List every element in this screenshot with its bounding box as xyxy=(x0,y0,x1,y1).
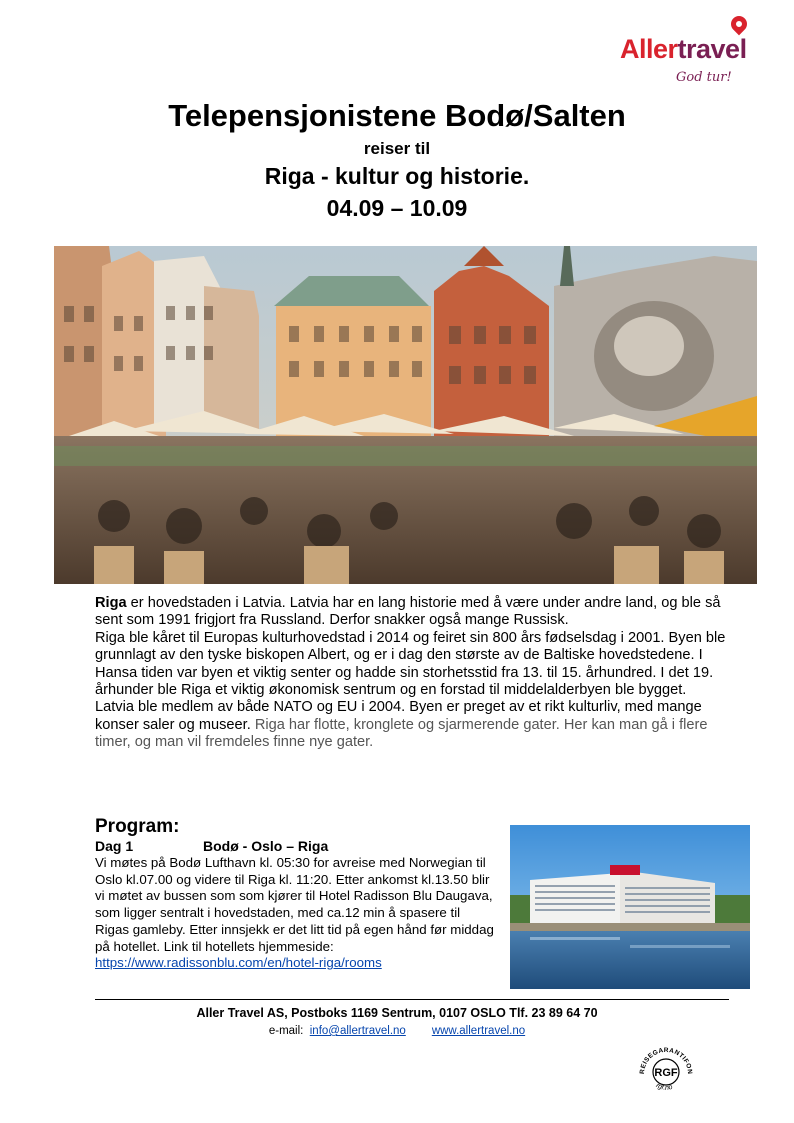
rgf-url-text: rgf.no xyxy=(654,1082,674,1092)
rgf-center-text: RGF xyxy=(654,1067,678,1079)
intro-p3-text: Latvia ble medlem av både NATO og EU i 2004. Byen er preget av et rikt kulturliv, med mange konser saler og museer. xyxy=(95,699,702,733)
logo-wordmark xyxy=(620,34,747,65)
destination-heading: Riga - kultur og historie. xyxy=(264,163,530,189)
footer-divider xyxy=(95,999,729,1000)
footer-contact xyxy=(0,1025,794,1037)
intro-paragraph-3 xyxy=(95,699,745,751)
footer-address: Aller Travel AS, Postboks 1169 Sentrum, 0107 OSLO Tlf. 23 89 64 70 xyxy=(196,1006,598,1020)
program-title: Program: xyxy=(95,816,180,837)
day-1-description xyxy=(95,855,495,972)
rgf-badge xyxy=(636,1042,696,1102)
day-1-header xyxy=(95,838,328,854)
allertravel-logo xyxy=(618,14,783,92)
intro-p3-grey: Riga har flotte, kronglete og sjarmerende gater. Her kan man gå i flere timer, og man vil fremdeles finne nye gater. xyxy=(95,716,708,751)
day-label: Dag 1 xyxy=(95,838,134,854)
logo-tagline: God tur! xyxy=(676,70,732,85)
email-label: e-mail: xyxy=(268,1025,310,1037)
location-pin-icon xyxy=(728,13,751,36)
page-title: Telepensjonistene Bodø/Salten xyxy=(168,98,626,133)
hotel-link[interactable]: https://www.radissonblu.com/en/hotel-riga/rooms xyxy=(95,955,382,971)
hotel-photo xyxy=(510,825,750,989)
page-subtitle: reiser til xyxy=(363,139,431,158)
intro-paragraph-2: Riga ble kåret til Europas kulturhovedstad i 2014 og feiret sin 800 års fødselsdag i 2001. Byen ble grunnlagt av den tyske biskopen Albert, og er i dag den største av de Baltiske hovedstedene. I Hansa tiden var byen et viktig senter og hadde sin storhetsstid fra 13. til 15. århundred. I det 19. århunder ble Riga et viktig økonomisk sentrum og en forstad til middelalderbyen ble bygget. xyxy=(95,629,726,699)
rgf-ring-text: REISEGARANTIFON xyxy=(638,1046,694,1075)
travel-dates: 04.09 – 10.09 xyxy=(326,195,468,221)
email-link[interactable]: info@allertravel.no xyxy=(309,1025,406,1037)
intro-paragraph-1 xyxy=(95,595,745,630)
website-link[interactable]: www.allertravel.no xyxy=(431,1025,526,1037)
intro-p1-text: er hovedstaden i Latvia. Latvia har en lang historie med å være under andre land, og ble så sent som 1991 frigjort fra Russland. Derfor snakker også mange Russisk. xyxy=(95,595,721,629)
logo-word-aller: Aller xyxy=(620,34,678,64)
intro-text xyxy=(95,595,745,752)
intro-lead: Riga xyxy=(95,595,127,611)
logo-word-travel: travel xyxy=(677,34,747,64)
riga-square-photo xyxy=(54,246,757,584)
day-1-text: Vi møtes på Bodø Lufthavn kl. 05:30 for avreise med Norwegian til Oslo kl.07.00 og videre til Riga kl. 11:20. Etter ankomst kl.13.50 blir vi møtet av bussen som som kjører til Hotel Radisson Blu Daugava, som ligger sentralt i hovedstaden, med ca.12 min å spasere til Rigas gamleby. Etter innsjekk er det litt tid på egen hånd før middag på hotellet. Link til hotellets hjemmeside: xyxy=(95,855,494,954)
day-route: Bodø - Oslo – Riga xyxy=(203,838,329,854)
